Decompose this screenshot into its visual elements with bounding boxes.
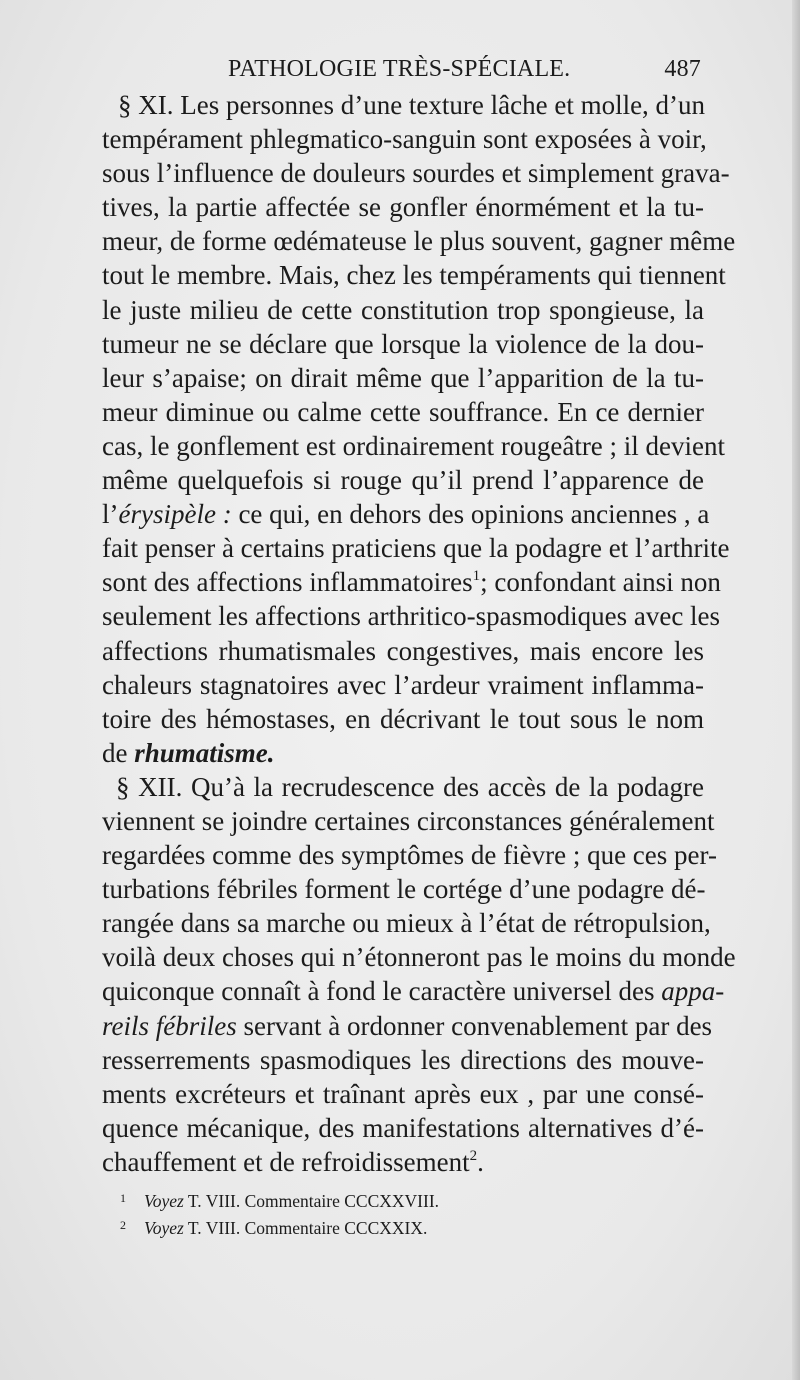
text-line-5: meur, de forme œdémateuse le plus souvent, gagner même <box>102 226 736 257</box>
text-line-10: meur diminue ou calme cette souffrance. En ce dernier <box>102 396 704 427</box>
text-line-12: même quelquefois si rouge qu’il prend l’apparence de <box>102 465 704 496</box>
footnote-2: 2 Voyez T. VIII. Commentaire CCCXXIX. <box>120 1218 428 1238</box>
footnote-ref-2: 2 <box>469 1147 478 1164</box>
text-line-21: § XII. Qu’à la recrudescence des accès de la podagre <box>116 771 704 802</box>
body-text <box>102 88 736 1179</box>
text-line-7: le juste milieu de cette constitution trop spongieuse, la <box>102 294 704 325</box>
page-header <box>100 52 705 92</box>
footnote-ref-1: 1 <box>472 568 481 585</box>
text-line-22: viennent se joindre certaines circonstances généralement <box>102 805 715 836</box>
italic-term: érysipèle : <box>118 499 232 530</box>
text-line-19: toire des hémostases, en décrivant le tout sous le nom <box>102 703 704 734</box>
text-line-6: tout le membre. Mais, chez les tempéraments qui tiennent <box>102 260 726 291</box>
text-line-20: de rhumatisme. <box>102 737 275 768</box>
text-line-32: chauffement et de refroidissement$^2$. <box>102 1146 484 1177</box>
text-line-15: sont des affections inflammatoires$^1$; confondant ainsi non <box>102 567 721 598</box>
text-line-29: resserrements spasmodiques les directions des mouve- <box>102 1044 704 1075</box>
text-line-16: seulement les affections arthritico-spasmodiques avec les <box>102 601 721 632</box>
italic-term: appa- <box>661 976 725 1007</box>
footnotes <box>120 1186 680 1240</box>
footnote-1: 1 Voyez T. VIII. Commentaire CCCXXVIII. <box>120 1191 440 1211</box>
text-line-2: tempérament phlegmatico-sanguin sont exposées à voir, <box>102 124 707 155</box>
page-edge-shadow <box>792 0 800 1380</box>
text-line-28: reils fébriles servant à ordonner convenablement par des <box>102 1010 713 1041</box>
text-line-25: rangée dans sa marche ou mieux à l’état de rétropulsion, <box>102 908 711 939</box>
text-line-3: sous l’influence de douleurs sourdes et simplement grava- <box>102 158 730 189</box>
text-line-17: affections rhumatismales congestives, mais encore les <box>102 635 704 666</box>
text-line-13: l’érysipèle : ce qui, en dehors des opinions anciennes , a <box>102 499 710 530</box>
text-line-18: chaleurs stagnatoires avec l’ardeur vraiment inflamma- <box>102 669 704 700</box>
text-line-27: quiconque connaît à fond le caractère universel des appa- <box>102 976 725 1007</box>
text-line-23: regardées comme des symptômes de fièvre ; que ces per- <box>102 840 717 871</box>
running-head: PATHOLOGIE TRÈS-SPÉCIALE. <box>228 56 571 82</box>
text-line-11: cas, le gonflement est ordinairement rougeâtre ; il devient <box>102 430 726 461</box>
text-line-8: tumeur ne se déclare que lorsque la violence de la dou- <box>102 328 704 359</box>
text-line-24: turbations fébriles forment le cortége d’une podagre dé- <box>102 874 706 905</box>
italic-term: rhumatisme. <box>134 737 275 768</box>
text-line-26: voilà deux choses qui n’étonneront pas le moins du monde <box>102 942 736 973</box>
text-line-1: § XI. Les personnes d’une texture lâche et molle, d’un <box>118 90 706 120</box>
page-number: 487 <box>664 56 701 82</box>
text-line-30: ments excréteurs et traînant après eux , par une consé- <box>102 1078 704 1109</box>
text-line-4: tives, la partie affectée se gonfler énormément et la tu- <box>102 192 704 223</box>
text-line-31: quence mécanique, des manifestations alternatives d’é- <box>102 1112 704 1143</box>
text-line-9: leur s’apaise; on dirait même que l’apparition de la tu- <box>102 362 704 393</box>
text-line-14: fait penser à certains praticiens que la podagre et l’arthrite <box>102 533 730 564</box>
italic-term: reils fébriles <box>102 1010 237 1041</box>
